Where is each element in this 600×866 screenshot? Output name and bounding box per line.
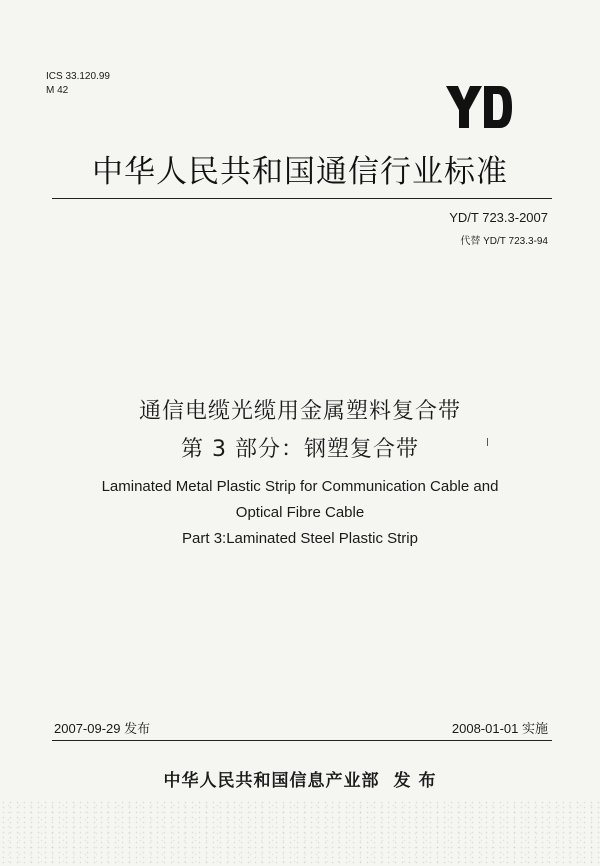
scan-noise <box>0 800 600 866</box>
english-title-line-2: Optical Fibre Cable <box>235 504 365 521</box>
top-divider <box>52 198 552 199</box>
yd-logo <box>444 82 514 132</box>
publisher <box>0 766 600 791</box>
replaces-note: 代替 YD/T 723.3-94 <box>460 236 548 247</box>
standard-title: 中华人民共和国通信行业标准 <box>92 154 508 190</box>
publisher-name: 中华人民共和国信息产业部 <box>163 771 380 791</box>
bottom-divider <box>52 740 552 741</box>
implementation-date: 2008-01-01 实施 <box>451 721 548 736</box>
category-code: M 42 <box>46 85 69 96</box>
classification-codes <box>46 70 110 98</box>
document-number: YD/T 723.3-2007 <box>449 210 548 225</box>
chinese-title-line-2: 第 3 部分：钢塑复合带 <box>181 437 419 462</box>
english-title-line-3: Part 3:Laminated Steel Plastic Strip <box>182 530 418 547</box>
english-title-line-1: Laminated Metal Plastic Strip for Communication Cable and <box>101 478 499 495</box>
chinese-title-line-1: 通信电缆光缆用金属塑料复合带 <box>138 399 461 424</box>
scan-mark <box>487 438 488 446</box>
publisher-verb: 发 布 <box>393 771 437 791</box>
ics-code: ICS 33.120.99 <box>46 71 110 82</box>
english-title <box>0 474 600 552</box>
issue-date: 2007-09-29 发布 <box>54 721 151 736</box>
